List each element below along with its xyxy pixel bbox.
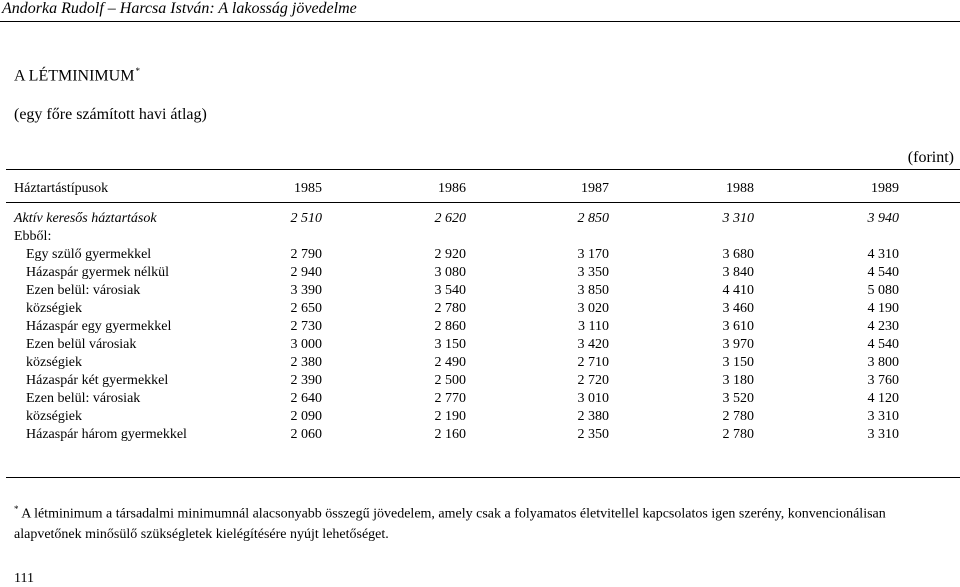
table-cell: 2 780 [434,301,466,316]
table-cell: 3 800 [867,355,899,370]
table-cell: 4 310 [867,247,899,262]
table-cell: 3 940 [867,211,899,226]
table-cell: 2 160 [434,427,466,442]
table-cell: 3 080 [434,265,466,280]
table-subtitle: (egy főre számított havi átlag) [14,106,207,123]
table-cell [466,228,609,246]
page-number: 111 [14,571,34,586]
table-cell: 2 350 [577,427,609,442]
row-label: Házaspár egy gyermekkel [26,319,172,334]
table-row [6,408,960,426]
table-cell: 3 150 [434,337,466,352]
table-cell: 2 620 [434,211,466,226]
row-label: Házaspár három gyermekkel [26,427,187,442]
row-label: községiek [26,301,82,316]
table-cell: 3 610 [722,319,754,334]
footnote-text: A létminimum a társadalmi minimumnál alacsonyabb összegű jövedelem, amely csak a folyamatos életvitellel kapcsolatos igen szerény, konvencionálisan alapvetőnek minősülő szükségletek kielégítésére nyújt lehetőséget. [14,506,886,542]
table-bottom-rule [6,477,960,478]
table-cell: 2 790 [290,247,322,262]
table-cell: 3 310 [867,427,899,442]
table-cell: 2 190 [434,409,466,424]
title-footnote-marker: * [135,66,140,76]
table-cell: 2 390 [290,373,322,388]
table-cell: 2 060 [290,427,322,442]
table-cell: 4 410 [722,283,754,298]
table-title [14,66,140,85]
table-row [6,300,960,318]
table-cell: 2 510 [290,211,322,226]
table-row [6,354,960,372]
table-row [6,336,960,354]
table-row [6,318,960,336]
column-header: Háztartástípusok [14,181,109,196]
table-row [6,282,960,300]
table-cell: 3 310 [867,409,899,424]
table-row [6,210,960,228]
table-cell: 2 860 [434,319,466,334]
table-row [6,246,960,264]
table-row [6,426,960,444]
table-top-rule [6,169,960,170]
table-cell: 3 540 [434,283,466,298]
table-cell: 3 390 [290,283,322,298]
table-cell: 4 540 [867,337,899,352]
row-label: községiek [26,355,82,370]
table-cell: 2 380 [577,409,609,424]
table-cell: 5 080 [867,283,899,298]
table-cell: 2 090 [290,409,322,424]
table-cell: 3 760 [867,373,899,388]
table-cell: 2 770 [434,391,466,406]
subsistence-table [6,178,960,444]
row-label: Ezen belül: városiak [26,283,141,298]
table-cell: 3 460 [722,301,754,316]
running-head: Andorka Rudolf – Harcsa István: A lakosság jövedelme [0,0,960,22]
table-cell: 2 720 [577,373,609,388]
unit-label: (forint) [907,149,954,166]
row-label: Házaspár két gyermekkel [26,373,169,388]
table-cell: 4 230 [867,319,899,334]
table-cell: 2 850 [577,211,609,226]
table-cell: 3 020 [577,301,609,316]
footnote-marker: * [14,504,19,514]
table-cell: 2 710 [577,355,609,370]
table-cell: 3 010 [577,391,609,406]
row-label: Ezen belül: városiak [26,391,141,406]
table-header-row [6,178,960,200]
table-cell: 3 350 [577,265,609,280]
table-cell: 4 540 [867,265,899,280]
table-row [6,228,960,246]
table-cell: 3 420 [577,337,609,352]
row-label: Egy szülő gyermekkel [26,247,152,262]
row-label: községiek [26,409,82,424]
row-label: Ebből: [14,229,52,244]
table-cell: 2 380 [290,355,322,370]
row-label: Ezen belül városiak [26,337,137,352]
table-cell: 4 190 [867,301,899,316]
table-cell: 2 490 [434,355,466,370]
row-label: Aktív keresős háztartások [14,211,157,226]
table-cell: 3 520 [722,391,754,406]
title-text: A LÉTMINIMUM [14,67,135,85]
table-row [6,264,960,282]
table-cell: 2 730 [290,319,322,334]
table-cell: 2 640 [290,391,322,406]
table-cell: 3 110 [578,319,609,334]
table-cell: 3 000 [290,337,322,352]
table-cell: 4 120 [867,391,899,406]
column-header: 1989 [871,181,899,196]
table-cell [256,228,322,246]
column-header: 1987 [581,181,609,196]
table-row [6,390,960,408]
table-cell: 3 310 [722,211,754,226]
table-cell: 3 150 [722,355,754,370]
table-cell: 2 650 [290,301,322,316]
footnote [14,499,944,545]
table-cell: 3 840 [722,265,754,280]
column-header: 1985 [294,181,322,196]
table-cell: 3 680 [722,247,754,262]
table-cell: 3 170 [577,247,609,262]
table-row [6,372,960,390]
table-cell: 3 970 [722,337,754,352]
table-cell: 2 920 [434,247,466,262]
row-label: Házaspár gyermek nélkül [26,265,170,280]
table-cell [609,228,754,246]
table-cell: 2 500 [434,373,466,388]
table-cell: 2 780 [722,409,754,424]
column-header: 1988 [726,181,754,196]
table-cell: 2 940 [290,265,322,280]
table-cell [322,228,466,246]
table-cell: 2 780 [722,427,754,442]
table-cell: 3 180 [722,373,754,388]
column-header: 1986 [438,181,466,196]
table-cell: 3 850 [577,283,609,298]
table-cell [754,228,899,246]
